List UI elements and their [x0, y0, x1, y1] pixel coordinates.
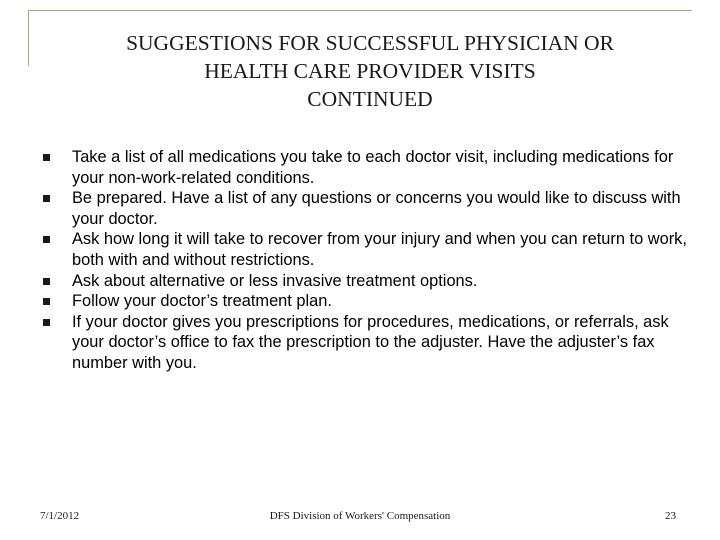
slide-title-line: HEALTH CARE PROVIDER VISITS	[204, 59, 536, 83]
bullet-text: Follow your doctor’s treatment plan.	[72, 292, 332, 311]
footer-organization: DFS Division of Workers' Compensation	[269, 510, 451, 522]
square-bullet-icon	[43, 236, 50, 243]
bullet-item	[40, 147, 690, 188]
bullet-item	[40, 312, 690, 374]
footer-page-number: 23	[665, 510, 676, 522]
bullet-text: If your doctor gives you prescriptions for procedures, medications, or referrals, ask your doctor’s office to fax the prescription to the adjuster. Have the adjuster’s fax number with you.	[72, 312, 669, 372]
bullet-item	[40, 291, 690, 312]
bullet-item	[40, 229, 690, 270]
square-bullet-icon	[43, 154, 50, 161]
square-bullet-icon	[43, 195, 50, 202]
square-bullet-icon	[43, 298, 50, 305]
bullet-text: Take a list of all medications you take to each doctor visit, including medications for your non-work-related conditions.	[72, 148, 674, 187]
square-bullet-icon	[43, 319, 50, 326]
slide-title-line: CONTINUED	[307, 87, 433, 111]
footer-date: 7/1/2012	[40, 510, 80, 522]
bullet-text: Be prepared. Have a list of any questions or concerns you would like to discuss with your doctor.	[72, 189, 681, 228]
slide-title-line: SUGGESTIONS FOR SUCCESSFUL PHYSICIAN OR	[126, 31, 614, 55]
square-bullet-icon	[43, 278, 50, 285]
bullet-text: Ask how long it will take to recover from your injury and when you can return to work, both with and without restrictions.	[72, 230, 687, 269]
bullet-text: Ask about alternative or less invasive treatment options.	[72, 271, 478, 290]
slide-title	[40, 29, 700, 113]
title-rule-vertical	[28, 10, 29, 66]
bullet-item	[40, 271, 690, 292]
bullet-list	[40, 147, 690, 374]
title-rule-horizontal	[28, 10, 692, 11]
bullet-item	[40, 188, 690, 229]
